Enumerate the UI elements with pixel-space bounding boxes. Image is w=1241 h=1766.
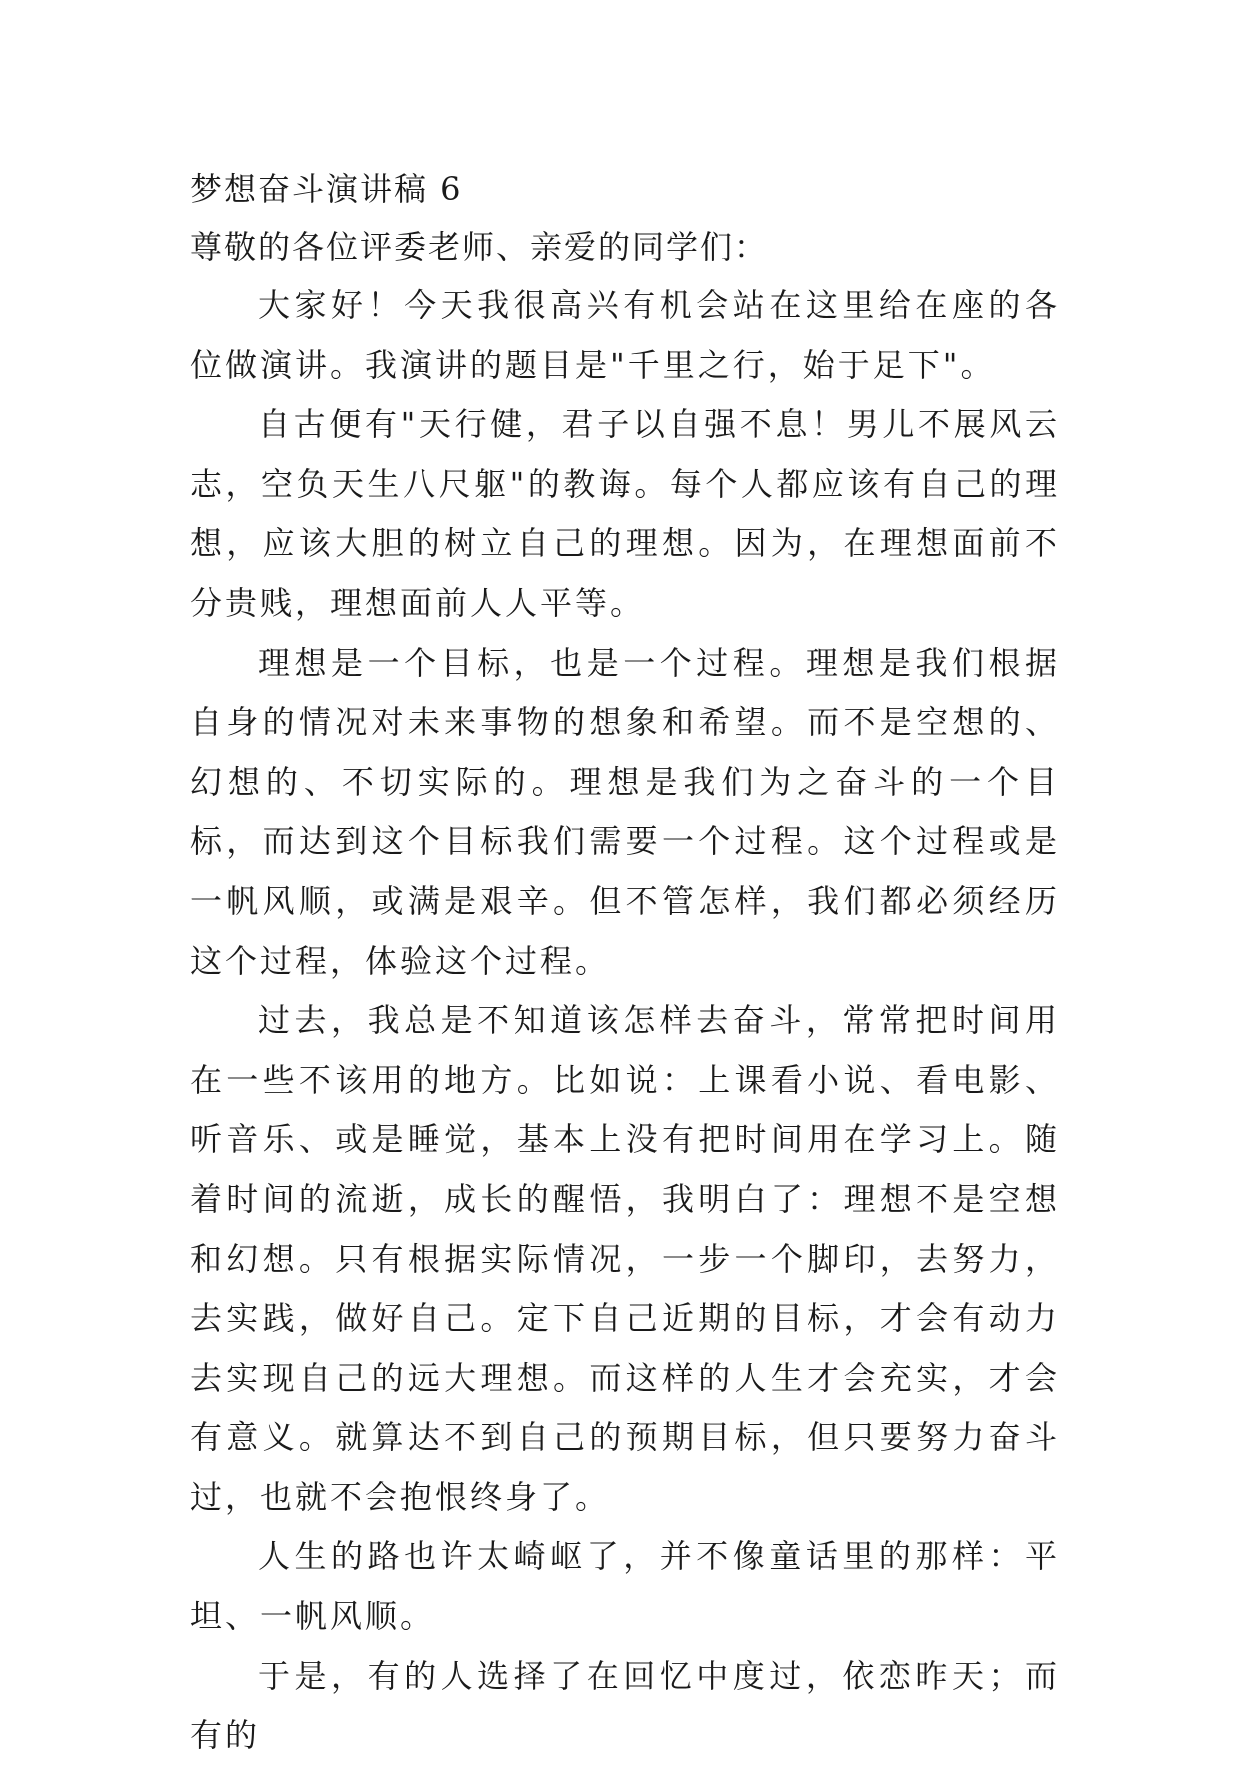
paragraph: 于是，有的人选择了在回忆中度过，依恋昨天；而有的 <box>190 1656 1060 1755</box>
paragraph: 自古便有"天行健，君子以自强不息！男儿不展风云志，空负天生八尺躯"的教诲。每个人都应该有自己的理想，应该大胆的树立自己的理想。因为，在理想面前不分贵贱，理想面前人人平等。 <box>190 405 1060 622</box>
salutation: 尊敬的各位评委老师、亲爱的同学们： <box>190 228 769 266</box>
document-title: 梦想奋斗演讲稿 6 <box>190 170 463 208</box>
paragraph: 理想是一个目标，也是一个过程。理想是我们根据自身的情况对未来事物的想象和希望。而不是空想的、幻想的、不切实际的。理想是我们为之奋斗的一个目标，而达到这个目标我们需要一个过程。这个过程或是一帆风顺，或满是艰辛。但不管怎样，我们都必须经历这个过程，体验这个过程。 <box>190 643 1060 980</box>
paragraph: 大家好！今天我很高兴有机会站在这里给在座的各位做演讲。我演讲的题目是"千里之行，始于足下"。 <box>190 286 1060 384</box>
paragraph: 过去，我总是不知道该怎样去奋斗，常常把时间用在一些不该用的地方。比如说：上课看小说、看电影、听音乐、或是睡觉，基本上没有把时间用在学习上。随着时间的流逝，成长的醒悟，我明白了：理想不是空想和幻想。只有根据实际情况，一步一个脚印，去努力，去实践，做好自己。定下自己近期的目标，才会有动力去实现自己的远大理想。而这样的人生才会充实，才会有意义。就算达不到自己的预期目标，但只要努力奋斗过，也就不会抱恨终身了。 <box>190 1001 1060 1516</box>
document-page <box>190 160 1060 1766</box>
paragraph: 人生的路也许太崎岖了，并不像童话里的那样：平坦、一帆风顺。 <box>190 1537 1060 1636</box>
